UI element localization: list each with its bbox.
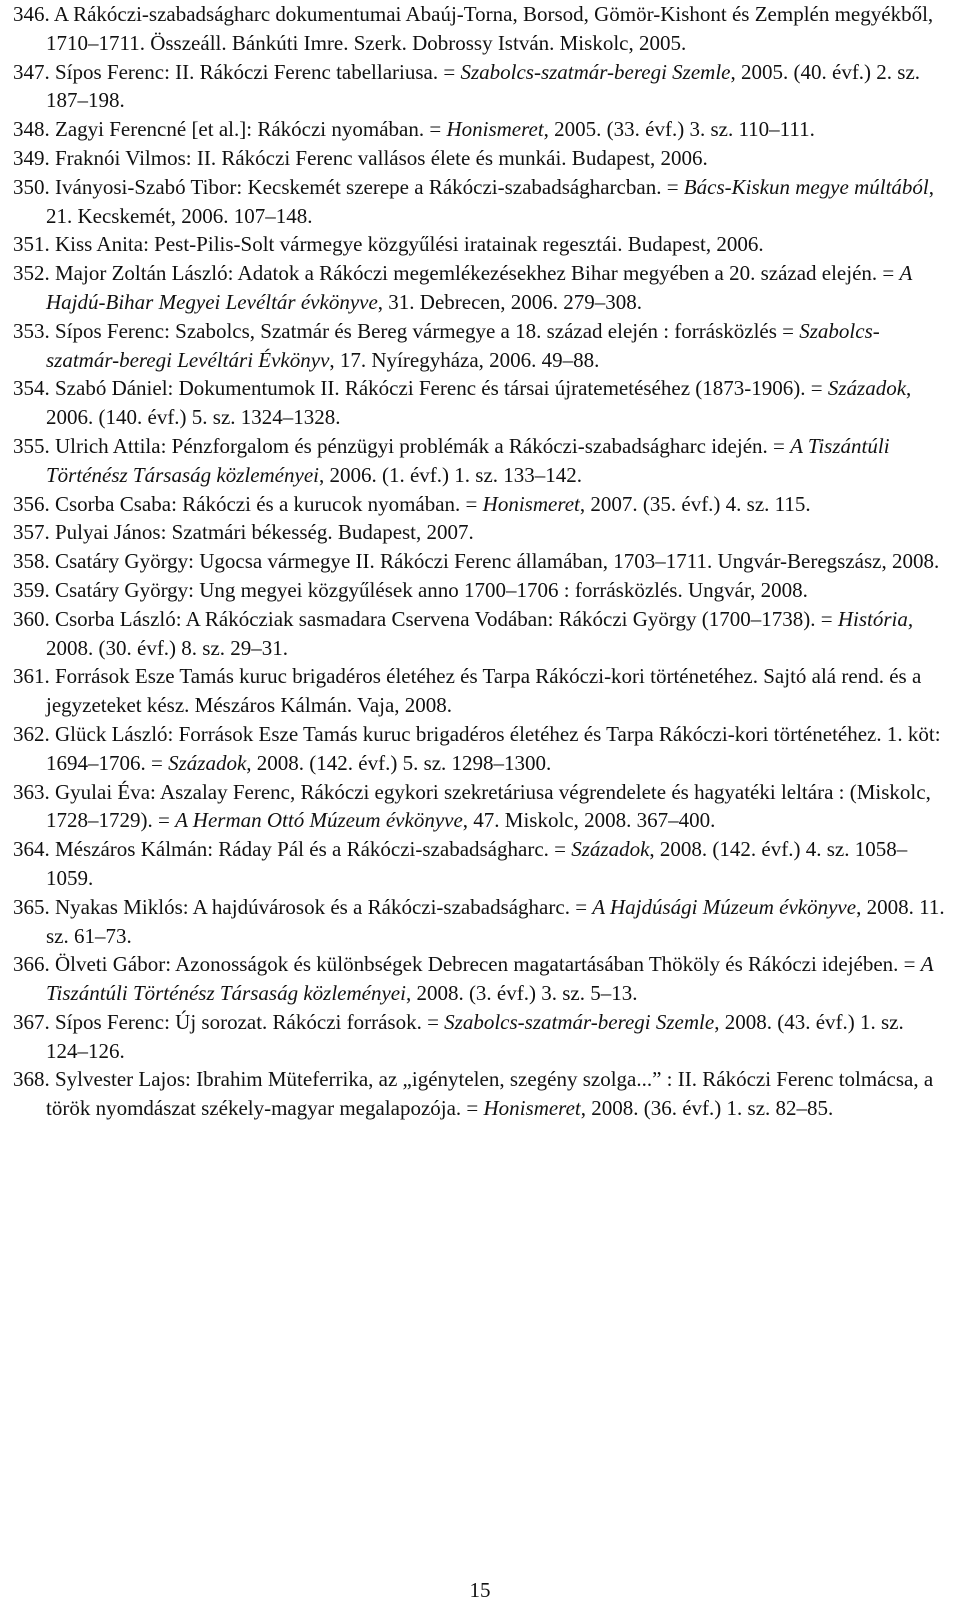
entry-text: Források Esze Tamás kuruc brigadéros életéhez és Tarpa Rákóczi-kori történetéhez. Sajtó alá rend. és a jegyzeteket kész. Mészáros Kálmán. Vaja, 2008.: [46, 664, 922, 718]
bibliography-entry: [13, 259, 948, 317]
entry-number: 349.: [13, 145, 50, 170]
entry-number: 348.: [13, 117, 50, 142]
bibliography-entry: [13, 432, 948, 490]
entry-text: , 2008. (142. évf.) 4. sz. 1058–1059.: [46, 837, 908, 890]
bibliography-entry: [13, 317, 948, 375]
entry-source-title: Honismeret: [446, 117, 544, 142]
bibliography-entry: [13, 893, 948, 951]
entry-text: , 2007. (35. évf.) 4. sz. 115.: [579, 491, 811, 516]
entry-text: , 31. Debrecen, 2006. 279–308.: [377, 289, 642, 314]
entry-number: 364.: [13, 837, 50, 862]
entry-text: Sípos Ferenc: II. Rákóczi Ferenc tabellariusa. =: [55, 59, 461, 84]
entry-source-title: A Hajdúsági Múzeum évkönyve: [592, 894, 857, 919]
entry-number: 346.: [13, 2, 50, 26]
entry-text: Ölveti Gábor: Azonosságok és különbségek Debrecen magatartásában Thököly és Rákóczi idejében. =: [55, 952, 921, 977]
entry-source-title: A Tiszántúli Történész Társaság közleményei: [46, 433, 890, 487]
entry-text: Zagyi Ferencné [et al.]: Rákóczi nyomában. =: [55, 117, 447, 142]
entry-source-title: Századok: [571, 837, 650, 862]
bibliography-entry: [13, 605, 948, 663]
entry-number: 367.: [13, 1009, 50, 1034]
entry-number: 354.: [13, 376, 50, 401]
entry-number: 353.: [13, 318, 50, 343]
entry-text: , 2008. (36. évf.) 1. sz. 82–85.: [580, 1096, 834, 1121]
entry-number: 361.: [13, 664, 50, 689]
entry-source-title: Szabolcs-szatmár-beregi Szemle: [444, 1009, 715, 1034]
entry-number: 363.: [13, 779, 50, 804]
entry-source-title: Honismeret: [482, 491, 580, 516]
entry-number: 350.: [13, 174, 50, 199]
entry-text: Ulrich Attila: Pénzforgalom és pénzügyi problémák a Rákóczi-szabadságharc idején. =: [55, 433, 791, 458]
entry-text: , 2006. (140. évf.) 5. sz. 1324–1328.: [46, 376, 912, 430]
bibliography-entry: [13, 173, 948, 231]
entry-text: , 21. Kecskemét, 2006. 107–148.: [46, 174, 934, 228]
bibliography-entry: [13, 115, 948, 144]
entry-text: , 17. Nyíregyháza, 2006. 49–88.: [329, 347, 600, 372]
bibliography-entry: [13, 950, 948, 1008]
entry-number: 352.: [13, 261, 50, 286]
entry-text: , 2008. (3. évf.) 3. sz. 5–13.: [405, 981, 638, 1006]
entry-number: 368.: [13, 1067, 50, 1092]
entry-text: , 2008. (142. évf.) 5. sz. 1298–1300.: [246, 750, 552, 775]
entry-text: Iványosi-Szabó Tibor: Kecskemét szerepe a Rákóczi-szabadságharcban. =: [55, 174, 684, 199]
bibliography-entry: [13, 144, 948, 173]
entry-text: Kiss Anita: Pest-Pilis-Solt vármegye közgyűlési iratainak regesztái. Budapest, 2006.: [55, 232, 764, 257]
entry-text: , 2005. (40. évf.) 2. sz. 187–198.: [46, 59, 921, 113]
bibliography-entry: [13, 662, 948, 720]
entry-number: 356.: [13, 491, 50, 516]
bibliography-entry: [13, 230, 948, 259]
entry-text: Nyakas Miklós: A hajdúvárosok és a Rákóczi-szabadságharc. =: [55, 894, 593, 919]
entry-source-title: Szabolcs-szatmár-beregi Levéltári Évkönyv: [46, 318, 880, 372]
entry-text: Csorba László: A Rákócziak sasmadara Cservena Vodában: Rákóczi György (1700–1738). =: [55, 606, 838, 631]
page-number: 15: [469, 1578, 491, 1602]
entry-number: 358.: [13, 549, 50, 574]
entry-source-title: Bács-Kiskun megye múltából: [683, 174, 929, 199]
bibliography-entry: [13, 1008, 948, 1066]
entry-text: Glück László: Források Esze Tamás kuruc brigadéros életéhez és Tarpa Rákóczi-kori történetéhez. 1. köt: 1694–1706. =: [46, 721, 941, 775]
entry-source-title: Szabolcs-szatmár-beregi Szemle: [460, 59, 731, 84]
bibliography-entry: [13, 778, 948, 836]
bibliography-entry: [13, 720, 948, 778]
bibliography-list: [13, 0, 948, 1123]
bibliography-entry: [13, 518, 948, 547]
entry-number: 362.: [13, 721, 50, 746]
entry-text: Sípos Ferenc: Új sorozat. Rákóczi források. =: [55, 1009, 445, 1034]
entry-text: Szabó Dániel: Dokumentumok II. Rákóczi Ferenc és társai újratemetéséhez (1873-1906). =: [55, 376, 828, 401]
entry-source-title: Századok: [827, 376, 907, 401]
entry-text: , 2006. (1. évf.) 1. sz. 133–142.: [318, 462, 583, 487]
entry-text: Fraknói Vilmos: II. Rákóczi Ferenc vallásos élete és munkái. Budapest, 2006.: [55, 145, 708, 170]
entry-source-title: História,: [837, 606, 914, 631]
bibliography-entry: [13, 374, 948, 432]
entry-number: 359.: [13, 577, 50, 602]
entry-number: 360.: [13, 606, 50, 631]
entry-text: , 47. Miskolc, 2008. 367–400.: [462, 808, 716, 833]
entry-text: , 2005. (33. évf.) 3. sz. 110–111.: [543, 117, 815, 142]
entry-text: 2008. (30. évf.) 8. sz. 29–31.: [46, 635, 289, 660]
entry-source-title: Századok: [168, 750, 247, 775]
bibliography-entry: [13, 1065, 948, 1123]
entry-number: 365.: [13, 894, 50, 919]
entry-text: Major Zoltán László: Adatok a Rákóczi megemlékezésekhez Bihar megyében a 20. század elején. =: [55, 261, 900, 286]
bibliography-entry: [13, 835, 948, 893]
entry-text: Pulyai János: Szatmári békesség. Budapest, 2007.: [55, 520, 474, 545]
entry-text: Sylvester Lajos: Ibrahim Müteferrika, az „igénytelen, szegény szolga...” : II. Rákóczi Ferenc tolmácsa, a török nyomdászat székely-magyar megalapozója. =: [46, 1067, 934, 1121]
entry-text: Gyulai Éva: Aszalay Ferenc, Rákóczi egykori szekretáriusa végrendelete és hagyatéki leltára : (Miskolc, 1728–1729). =: [46, 779, 931, 833]
entry-number: 355.: [13, 433, 50, 458]
entry-text: Csatáry György: Ugocsa vármegye II. Rákóczi Ferenc államában, 1703–1711. Ungvár-Beregszász, 2008.: [55, 549, 940, 574]
entry-number: 351.: [13, 232, 50, 257]
bibliography-entry: [13, 58, 948, 116]
entry-text: Sípos Ferenc: Szabolcs, Szatmár és Bereg vármegye a 18. század elején : forrásközlés =: [55, 318, 800, 343]
entry-source-title: Honismeret: [483, 1096, 581, 1121]
bibliography-entry: [13, 490, 948, 519]
bibliography-entry: [13, 547, 948, 576]
entry-number: 357.: [13, 520, 50, 545]
bibliography-entry: [13, 576, 948, 605]
entry-text: , 2008. 11. sz. 61–73.: [46, 894, 945, 948]
entry-text: Csorba Csaba: Rákóczi és a kurucok nyomában. =: [55, 491, 483, 516]
entry-source-title: A Herman Ottó Múzeum évkönyve: [175, 808, 463, 833]
entry-source-title: A Hajdú-Bihar Megyei Levéltár évkönyve: [46, 261, 912, 314]
bibliography-entry: [13, 0, 948, 58]
entry-source-title: A Tiszántúli Történész Társaság közleményei: [46, 952, 934, 1006]
entry-number: 366.: [13, 952, 50, 977]
entry-text: Csatáry György: Ung megyei közgyűlések anno 1700–1706 : forrásközlés. Ungvár, 2008.: [55, 577, 808, 602]
entry-text: , 2008. (43. évf.) 1. sz. 124–126.: [46, 1009, 904, 1063]
entry-number: 347.: [13, 59, 50, 84]
entry-text: Mészáros Kálmán: Ráday Pál és a Rákóczi-szabadságharc. =: [55, 837, 572, 862]
entry-text: A Rákóczi-szabadságharc dokumentumai Abaúj-Torna, Borsod, Gömör-Kishont és Zemplén megyékből, 1710–1711. Összeáll. Bánkúti Imre. Szerk. Dobrossy István. Miskolc, 2005.: [46, 2, 934, 55]
